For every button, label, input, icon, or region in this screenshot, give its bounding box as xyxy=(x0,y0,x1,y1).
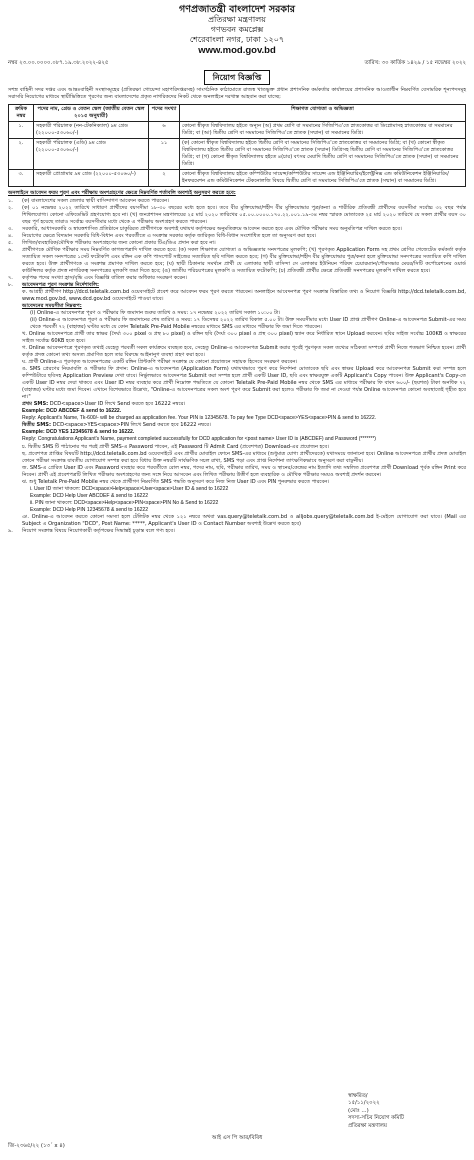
sms-second-text: DCD<space>YES<space>PIN লিখে Send করতে হবে 16222 নম্বরে। xyxy=(52,422,211,429)
recover-userid: i. User ID জানা থাকলে: DCD<space>Help<space>User<space>User ID & send to 16222 xyxy=(30,485,229,492)
instruction-i: ঝ. শুধু Teletalk Pre-Paid Mobile নম্বর থেকে প্রার্থীগণ নিম্নবর্ণিত SMS পদ্ধতি অনুসরণ করে নিজ নিজ User ID এবং PIN পুনরুদ্ধার করতে পারবেন। xyxy=(22,478,330,485)
item-text: প্রার্থীগণকে মৌখিক পরীক্ষার সময় নিম্নবর্ণিত কাগজপত্রাদি দাখিল করতে হবে: (ক) সকল শিক্ষাগত যোগ্যতা ও অভিজ্ঞতার সনদপত্রের মূলকপি; (খ) পূরণকৃত Application Form সহ প্রথম শ্রেণির গেজেটেড কর্মকর্তা কর্তৃক সত্যায়িত সকল সনদপত্রের ১সেট ফটোকপি এবং রঙ্গিন এক কপি পাসপোর্ট সাইজের সত্যায়িত ছবি দাখিল করতে হবে; (গ) বীর মুক্তিযোদ্ধা/শহীদ বীর মুক্তিযোদ্ধার পুত্র/কন্যা হলে মুক্তিযোদ্ধা সনদপত্রের সত্যায়িত কপি দাখিল করতে হবে। উক্ত প্রার্থীগণকে এ সংক্রান্ত প্রমাণক দাখিল করতে হবে; (ঘ) স্থায়ী ঠিকানার সমর্থনে প্রার্থী যে এলাকার স্থায়ী বাসিন্দা সে এলাকার ইউনিয়ন পরিষদ চেয়ারম্যান/পৌরসভার মেয়র/সিটি কর্পোরেশনের ওয়ার্ড কাউন্সিলর কর্তৃক প্রদত্ত নাগরিকত্ব সনদপত্রের মূলকপি জমা দিতে হবে; (ঙ) জাতীয় পরিচয়পত্রের মূলকপি ও সত্যায়িত ফটোকপি; (চ) প্রতিবন্ধী প্রার্থীর ক্ষেত্রে প্রতিবন্ধী সনদপত্রের মূলকপি দাখিল করতে হবে। xyxy=(22,247,466,275)
recover-pin-example: Example: DCD Help PIN 12345678 & send to 16222 xyxy=(30,506,149,513)
condition-item xyxy=(8,240,466,247)
condition-item xyxy=(8,247,466,275)
instruction-f: চ. দ্বিতীয় SMS টি পাঠানোর পর পরই প্রার্থী SMS-এ Password পাবেন, এই Password টি Admit Card (প্রবেশপত্র) Download-এর প্রয়োজন হবে। xyxy=(22,443,330,450)
item-text: নিয়োগের ক্ষেত্রে বিদ্যমান সরকারি বিধি-বিধান এবং পরবর্তীতে এ সংক্রান্ত সরকার কর্তৃক জারিকৃত বিধি-বিধান সংশোধিত হলে তা অনুসরণ করা হবে। xyxy=(22,233,317,240)
instruction-h: জ. SMS-এ প্রেরিত User ID এবং Password ব্যবহার করে পরবর্তীতে রোল নম্বর, পদের নাম, ছবি, পরীক্ষার তারিখ, সময় ও স্থানের/কেন্দ্রের নাম ইত্যাদি তথ্য সম্বলিত প্রবেশপত্র প্রার্থী Download পূর্বক রঙ্গিন Print করে নিবেন। প্রার্থী এই প্রবেশপত্রটি লিখিত পরীক্ষায় অংশগ্রহণের জন্য সঙ্গে নিয়ে আসবেন এবং লিখিত পরীক্ষায় উত্তীর্ণ হলে ব্যবহারিক ও মৌখিক পরীক্ষার সময়ও অবশ্যই প্রদর্শন করবেন। xyxy=(22,464,466,478)
ministry-name: প্রতিরক্ষা মন্ত্রণালয় xyxy=(208,15,266,25)
row-count: ১১ xyxy=(149,138,180,169)
col-count-header: পদের সংখ্যা xyxy=(149,104,180,121)
notice-header xyxy=(0,0,474,57)
schedule-heading: আবেদনের সময়সীমা নিম্নরূপ: xyxy=(22,303,82,310)
signature-signed: স্বাক্ষরিত/ xyxy=(348,1092,368,1099)
item-number: ২. xyxy=(8,204,13,211)
intro-paragraph: সশস্ত্র বাহিনী সদর দপ্তর এবং আন্তঃবাহিনী সংস্থাসমূহের (প্রতিরক্ষা গোয়েন্দা মহাপরিদপ্তরসহ) সাংগঠনিক কাঠামোতে রাজস্ব খাতভুক্ত প্রধান প্রশাসনিক কর্মকর্তার কার্যালয়ের প্রশাসনিক আওতাধীন নিম্নবর্ণিত বেসামরিক শূন্যপদসমূহ সরাসরি নিয়োগের মাধ্যমে স্থায়ীভিত্তিতে পূরণের জন্য বাংলাদেশের প্রকৃত নাগরিকদের নিকট থেকে অনলাইনে দরখাস্ত আহবান করা যাচ্ছে: xyxy=(8,86,466,100)
table-row xyxy=(9,169,466,186)
sms-first-example: Example: DCD ABCDEF & send to 16222. xyxy=(22,408,122,415)
memo-number: নম্বর ২৩.০০.০০০০.০৮৭.১৯.৩৮.২০২২-৪২৫ xyxy=(8,60,109,67)
col-serial-header: ক্রমিক নম্বর xyxy=(9,104,34,121)
ministry-website: www.mod.gov.bd xyxy=(198,45,276,57)
instruction-b: খ. Online আবেদনপত্রে প্রার্থী তার স্বাক্ষর (দৈর্ঘ্য ৩০০ pixel ও প্রস্থ ৮০ pixel) ও রঙ্গিন ছবি (দৈর্ঘ্য ৩০০ pixel ও প্রস্থ ৩০০ pixel) স্ক্যান করে নির্ধারিত স্থানে Upload করবেন। ছবির সাইজ সর্বোচ্চ 100KB ও স্বাক্ষরের সাইজ সর্বোচ্চ 60KB হতে হবে। xyxy=(22,331,466,345)
row-serial: ২. xyxy=(9,138,34,169)
posts-table xyxy=(8,104,466,187)
row-serial: ১. xyxy=(9,121,34,138)
sms-first-label: প্রথম SMS: xyxy=(22,401,49,408)
table-row xyxy=(9,138,466,169)
signature-name: (মোঃ ...) xyxy=(348,1107,369,1114)
schedule-end: (ii) Online-এ আবেদনপত্র পূরণ ও পরীক্ষার ফি জমাদানের শেষ তারিখ ও সময়: ১৭ ডিসেম্বর ২০২২ তারিখ বিকাল ৫.০০ টা। উক্ত সময়সীমার মধ্যে User ID প্রাপ্ত প্রার্থীগণ Online-এ আবেদনপত্র Submit-এর সময় থেকে পরবর্তী ৭২ (বাহাত্তর) ঘণ্টার মধ্যে যে কোন Teletalk Pre-Paid Mobile নম্বরের মাধ্যমে SMS এর মাধ্যমে পরীক্ষার ফি জমা দিতে পারবেন। xyxy=(30,317,466,331)
table-header-row xyxy=(9,104,466,121)
item-text: কর্তৃপক্ষ পদের সংখ্যা হ্রাস/বৃদ্ধি এবং বিজ্ঞপ্তি বাতিল করার অধিকার সংরক্ষণ করেন। xyxy=(22,275,188,282)
table-row xyxy=(9,121,466,138)
item-text: সরকারি, আধাসরকারি ও স্বায়ত্তশাসিত প্রতিষ্ঠানে চাকুরিরত প্রার্থীগণকে অবশ্যই যথাযথ কর্তৃপক্ষের অনুমতিক্রমে আবেদন করতে হবে এবং মৌখিক পরীক্ষার সময় অনুমতিপত্র দাখিল করতে হবে। xyxy=(22,226,402,233)
item-number: ৮. xyxy=(8,282,13,289)
row-qualification: (ক) কোনো স্বীকৃত বিশ্ববিদ্যালয় হইতে দ্বিতীয় শ্রেণি বা সমমানের সিজিপিএ'তে স্নাতকোত্তর বা সমমানের ডিগ্রি; বা (খ) কোনো স্বীকৃত বিশ্ববিদ্যালয় হইতে দ্বিতীয় শ্রেণি বা সমমানের সিজিপিএ'তে স্নাতক (সম্মান) ডিগ্রিসহ দ্বিতীয় শ্রেণি বা সমমানের সিজিপিএ'তে স্নাতকোত্তর ডিগ্রি; বা (গ) কোনো স্বীকৃত বিশ্ববিদ্যালয় হইতে ৪(চার) বৎসর মেয়াদি দ্বিতীয় শ্রেণি বা সমমানের সিজিপিএ'তে স্নাতক (সম্মান) বা সমমানের ডিগ্রি। xyxy=(180,138,466,169)
signature-block xyxy=(348,1093,466,1130)
row-count: ২ xyxy=(149,169,180,186)
item-text: (ক) ০১ নভেম্বর ২০২২ তারিখে সাধারণ প্রার্থীদের বয়সসীমা ১৮-৩০ বছরের মধ্যে হতে হবে। তবে বীর মুক্তিযোদ্ধা/শহীদ বীর মুক্তিযোদ্ধার পুত্র/কন্যা ও শারীরিক প্রতিবন্ধী প্রার্থীদের বয়সসীমা সর্বোচ্চ ৩২ বছর পর্যন্ত শিথিলযোগ্য। কোনো এফিডেভিট গ্রহণযোগ্য হবে না। (খ) জনপ্রশাসন মন্ত্রণালয়ের ২৫ মার্চ ২০২০ তারিখের ০৫.০০.০০০০.১৭০.২২.০০১.১৯-৩৪ নম্বর স্মারক মোতাবেক ২৫ মার্চ ২০২০ তারিখে যে সকল প্রার্থীর বয়স ৩০ বছর পূর্ণ হয়েছে তারাও সর্বোচ্চ বয়সসীমার মধ্যে থেকে এ পরীক্ষায় অংশগ্রহণ করতে পারবেন। xyxy=(22,204,466,225)
row-post: সহকারী প্রোগ্রামার ৯ম গ্রেড (২২০০০-৫৩০৬০/-) xyxy=(34,169,149,186)
item-text: নিয়োগ সংক্রান্ত বিষয়ে নিয়োগকারী কর্তৃপক্ষের সিদ্ধান্তই চূড়ান্ত বলে গণ্য হবে। xyxy=(22,527,175,534)
item-number: ৬. xyxy=(8,247,13,254)
item-number: ৫. xyxy=(8,240,13,247)
office-address: শেরেবাংলা নগর, ঢাকা ১২০৭ xyxy=(189,35,285,45)
conditions-heading: অনলাইনে আবেদন ফরম পূরণ এবং পরীক্ষায় অংশগ্রহণের ক্ষেত্রে নিম্নবর্ণিত শর্তাবলি অবশ্যই অনুসরণ করতে হবে: xyxy=(8,189,236,196)
footer-code: জি-২৩৬৫/২২ (১৩´ x ৪) xyxy=(8,1142,65,1149)
item-number: ৪. xyxy=(8,233,13,240)
condition-item xyxy=(8,226,466,233)
item-number: ৯. xyxy=(8,527,13,534)
government-title: গণপ্রজাতন্ত্রী বাংলাদেশ সরকার xyxy=(179,4,295,15)
col-qualification-header: শিক্ষাগত যোগ্যতা ও অভিজ্ঞতা xyxy=(180,104,466,121)
notice-title: নিয়োগ বিজ্ঞপ্তি xyxy=(204,70,271,85)
condition-item xyxy=(8,205,466,226)
instruction-c: গ. Online আবেদনপত্রে পূরণকৃত তথ্যই যেহেতু পরবর্তী সকল কার্যক্রমে ব্যবহৃত হবে, সেহেতু Online-এ আবেদনপত্র Submit করার পূর্বেই পূরণকৃত সকল তথ্যের সঠিকতা সম্পর্কে প্রার্থী নিজে শতভাগ নিশ্চিত হবেন। প্রার্থী কর্তৃক প্রদত্ত কোনো তথ্য অসত্য প্রমাণিত হলে তার বিরুদ্ধে আইনানুগ ব্যবস্থা গ্রহণ করা হবে। xyxy=(22,345,466,359)
notice-date: তারিখ: ৩০ কার্তিক ১৪২৯ / ১৫ নভেম্বর ২০২২ xyxy=(364,60,466,67)
signature-office: প্রতিরক্ষা মন্ত্রণালয় xyxy=(348,1122,387,1129)
schedule-start: (i) Online-এ আবেদনপত্র পূরণ ও পরীক্ষার ফি জমাদান শুরুর তারিখ ও সময়: ১৭ নভেম্বর ২০২২ তারিখ সকাল ১০:০০ টা। xyxy=(30,310,281,317)
final-condition xyxy=(8,528,466,535)
sms-first xyxy=(22,401,466,408)
office-complex: গণভবন কমপ্লেক্স xyxy=(210,25,264,35)
instruction-e: ঙ. SMS প্রেরণের নিয়মাবলি ও পরীক্ষার ফি প্রদান: Online-এ আবেদনপত্র (Application Form) যথাযথভাবে পূরণ করে নির্দেশনা মোতাবেক ছবি এবং স্বাক্ষর Upload করে আবেদনপত্র Submit করা সম্পন্ন হলে কম্পিউটারে ছবিসহ Application Preview দেখা যাবে। নির্ভুলভাবে আবেদনপত্র Submit করা সম্পন্ন হলে প্রার্থী একটি User ID, ছবি এবং স্বাক্ষরযুক্ত একটি Applicant's Copy পাবেন। উক্ত Applicant's Copy-তে একটি User ID নম্বর দেয়া থাকবে এবং User ID নম্বর ব্যবহার করে প্রার্থী নিম্নোক্ত পদ্ধতিতে যে কোনো Teletalk Pre-Paid Mobile নম্বর থেকে SMS এর মাধ্যমে পরীক্ষার ফি বাবদ ৬০০/- (ছয়শত) টাকা অনধিক ৭২ (বাহাত্তর) ঘণ্টার মধ্যে জমা দিবেন। এখানে বিশেষভাবে উল্লেখ্য, "Online-এ আবেদনপত্রের সকল অংশ পূরণ করে Submit করা হলেও পরীক্ষার ফি জমা না দেওয়া পর্যন্ত Online আবেদনপত্র কোনো অবস্থাতেই গৃহীত হবে না।" xyxy=(22,366,466,401)
signature-date: ১৫/১১/২০২২ xyxy=(348,1100,380,1107)
condition-item xyxy=(8,198,466,205)
footer-center: আই এস পি আর/বিবিধ xyxy=(211,1134,263,1141)
row-qualification: কোনো স্বীকৃত বিশ্ববিদ্যালয় হইতে কম্পিউটার সায়েন্স/কম্পিউটার সায়েন্স এন্ড ইঞ্জিনিয়ারিং/ইলেক্ট্রনিক্স এন্ড কমিউনিকেশন ইঞ্জিনিয়ারিং/ইনফরমেশন এন্ড কমিউনিকেশন টেকনোলজি বিষয়ে দ্বিতীয় শ্রেণি বা সমমানের সিজিপিএ'তে স্নাতক (সম্মান) বা সমমানের ডিগ্রি। xyxy=(180,169,466,186)
row-post: সহকারী পরিচালক (নন-টেকনিক্যাল) ৯ম গ্রেড (২২০০০-৫৩০৬০/-) xyxy=(34,121,149,138)
item-number: ৭. xyxy=(8,275,13,282)
reference-row xyxy=(8,60,466,67)
row-post: সহকারী পরিচালক (এডি) ৯ম গ্রেড (২২০০০-৫৩০৬০/-) xyxy=(34,138,149,169)
instruction-g: ছ. প্রবেশপত্র প্রাপ্তির বিষয়টি http://dcd.teletalk.com.bd ওয়েবসাইটে এবং প্রার্থীর মোবাইল ফোনে SMS-এর মাধ্যমে (শুধুমাত্র যোগ্য প্রার্থীদেরকে) যথাসময়ে জানানো হবে। Online আবেদনপত্রে প্রার্থীর প্রদত্ত মোবাইল ফোনে পরীক্ষা সংক্রান্ত যাবতীয় যোগাযোগ সম্পন্ন করা হবে বিধায় উক্ত নম্বরটি সার্বক্ষণিক সচল রাখা, SMS পড়া এবং প্রাপ্ত নির্দেশনা তাৎক্ষণিকভাবে অনুসরণ করা বাঞ্ছনীয়। xyxy=(22,450,466,464)
row-serial: ৩. xyxy=(9,169,34,186)
recover-userid-example: Example: DCD Help User ABCDEF & send to 16222 xyxy=(30,492,149,499)
sms-second xyxy=(22,422,466,429)
row-qualification: কোনো স্বীকৃত বিশ্ববিদ্যালয় হইতে অন্যূন (অ) প্রথম শ্রেণি বা সমমানের সিজিপিএ'তে স্নাতকোত্তর বা ডিপ্লোমাসহ স্নাতকোত্তর বা সমমানের ডিগ্রি; বা (আ) দ্বিতীয় শ্রেণি বা সমমানের সিজিপিএ'তে স্নাতক (সম্মান) বা সমমানের ডিগ্রি। xyxy=(180,121,466,138)
sms-second-reply: Reply: Congratulations Applicant's Name, payment completed successfully for DCD application for <post name> User ID is (ABCDEF) and Password (*******) xyxy=(22,436,377,443)
item-text: লিখিত/ব্যবহারিক/মৌখিক পরীক্ষায় অংশগ্রহণের জন্য কোনো প্রকার টিএ/ডিএ প্রদান করা হবে না। xyxy=(22,240,216,247)
condition-item xyxy=(8,233,466,240)
item-number: ১. xyxy=(8,197,13,204)
notice-title-box xyxy=(0,70,474,85)
recover-pin: ii. PIN জানা থাকলে: DCD<space>Help<space>PIN<space>PIN No & Send to 16222 xyxy=(30,499,219,506)
sms-second-example: Example: DCD YES 12345678 & send to 16222. xyxy=(22,429,135,436)
item-number: ৩. xyxy=(8,226,13,233)
sms-first-reply: Reply: Applicant's Name, Tk-600/- will be charged as application fee. Your PIN is 12345678. To pay fee Type DCD<space>YES<space>PIN & send to 16222. xyxy=(22,415,377,422)
signature-designation: সদস্য-সচিব নিয়োগ কমিটি xyxy=(348,1115,404,1122)
instruction-j: ঞ. Online-এ আবেদন করতে কোনো সমস্যা হলে টেলিটক নম্বর থেকে ১২১ নম্বরে অথবা vas.query@teletalk.com.bd ও alljobs.query@teletalk.com.bd ই-মেইলে যোগাযোগ করা যাবে। (Mail এর Subject এ Organization "DCD", Post Name: *****, Applicant's User ID ও Contact Number অবশ্যই উল্লেখ করতে হবে) xyxy=(22,513,466,527)
row-count: ৬ xyxy=(149,121,180,138)
sms-first-text: DCD<space>User ID লিখে Send করতে হবে 16222 নম্বরে। xyxy=(49,401,186,408)
col-post-header: পদের নাম, গ্রেড ও বেতন স্কেল (জাতীয় বেতন স্কেল ২০১৫ অনুযায়ী) xyxy=(34,104,149,121)
instructions-heading: আবেদনপত্র পূরণ সংক্রান্ত নির্দেশাবলি: xyxy=(22,282,100,289)
instruction-d: ঘ. প্রার্থী Online-এ পূরণকৃত আবেদনপত্রের একটি রঙ্গিন প্রিন্টকপি পরীক্ষা সংক্রান্ত যে কোনো প্রয়োজনে সহায়ক হিসেবে সংরক্ষণ করবেন। xyxy=(22,359,298,366)
item-text: (ক) বাংলাদেশের সকল জেলার স্থায়ী বাসিন্দাগণ আবেদন করতে পারবেন। xyxy=(22,197,169,204)
sms-second-label: দ্বিতীয় SMS: xyxy=(22,422,51,429)
instruction-a: ক. আগ্রহী প্রার্থীগণ http://dcd.teletalk.com.bd ওয়েবসাইটে প্রবেশ করে আবেদন ফরম পূরণ করতে পারবেন। অনলাইনে আবেদনপত্র পূরণ সংক্রান্ত বিস্তারিত তথ্য ও নিয়োগ বিজ্ঞপ্তি http://dcd.teletalk.com.bd, www.mod.gov.bd, www.dcd.gov.bd ওয়েবসাইটে পাওয়া যাবে। xyxy=(22,289,466,303)
